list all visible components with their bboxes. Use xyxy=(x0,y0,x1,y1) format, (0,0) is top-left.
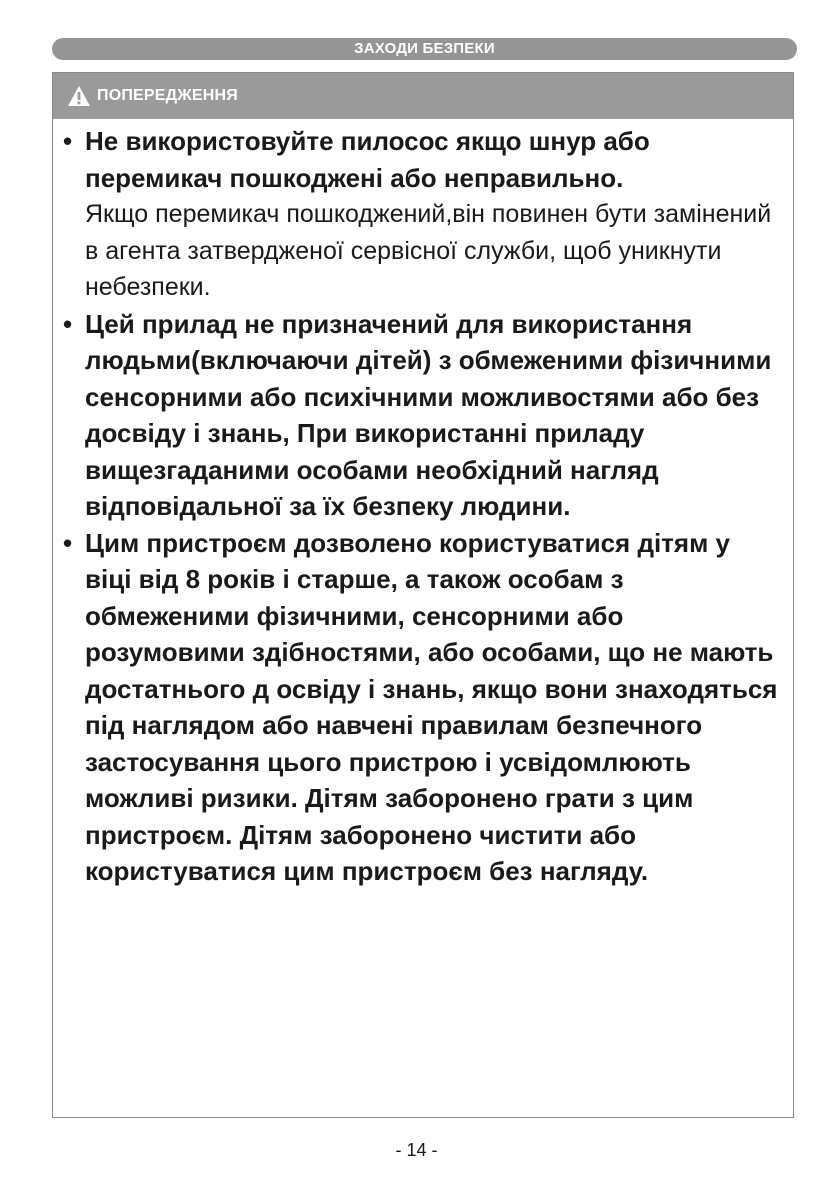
warning-label: ПОПЕРЕДЖЕННЯ xyxy=(97,87,239,104)
warning-list xyxy=(63,123,779,890)
list-item xyxy=(63,123,779,306)
item-regular-text: Якщо перемикач пошкоджений,він повинен бути замінений в агента затвердженої сервісної служби, щоб уникнути небезпеки. xyxy=(85,200,772,301)
warning-triangle-icon xyxy=(67,85,91,107)
bullet: • xyxy=(63,126,73,156)
bullet: • xyxy=(63,527,73,558)
section-title: ЗАХОДИ БЕЗПЕКИ xyxy=(52,38,797,60)
bullet: • xyxy=(63,308,73,339)
item-bold-text: Цей прилад не призначений для використання людьми(включаючи дітей) з обмеженими фізичними сенсорними або психічними можливостями або без досвіду і знань, При використанні приладу вищезгаданими особами необхідний нагляд відповідальної за їх безпеку людини. xyxy=(85,308,772,521)
page-number: - 14 - xyxy=(395,1140,438,1160)
item-bold-text: Не використовуйте пилосос якщо шнур або перемикач пошкоджені або неправильно. xyxy=(85,126,650,193)
warning-header xyxy=(53,73,793,119)
item-bold-text: Цим пристроєм дозволено користуватися дітям у віці від 8 років і старше, а також особам з обмеженими фізичними, сенсорними або розумовими здібностями, або особами, що не мають достатнього д освіду і знань, якщо вони знаходяться під наглядом або навчені правилам безпечного застосування цього пристрою і усвідомлюють можливі ризики. Дітям заборонено грати з цим пристроєм. Дітям заборонено чистити або користуватися цим пристроєм без нагляду. xyxy=(85,527,778,886)
list-item xyxy=(63,306,779,525)
list-item xyxy=(63,525,779,890)
warning-box xyxy=(52,72,794,1118)
